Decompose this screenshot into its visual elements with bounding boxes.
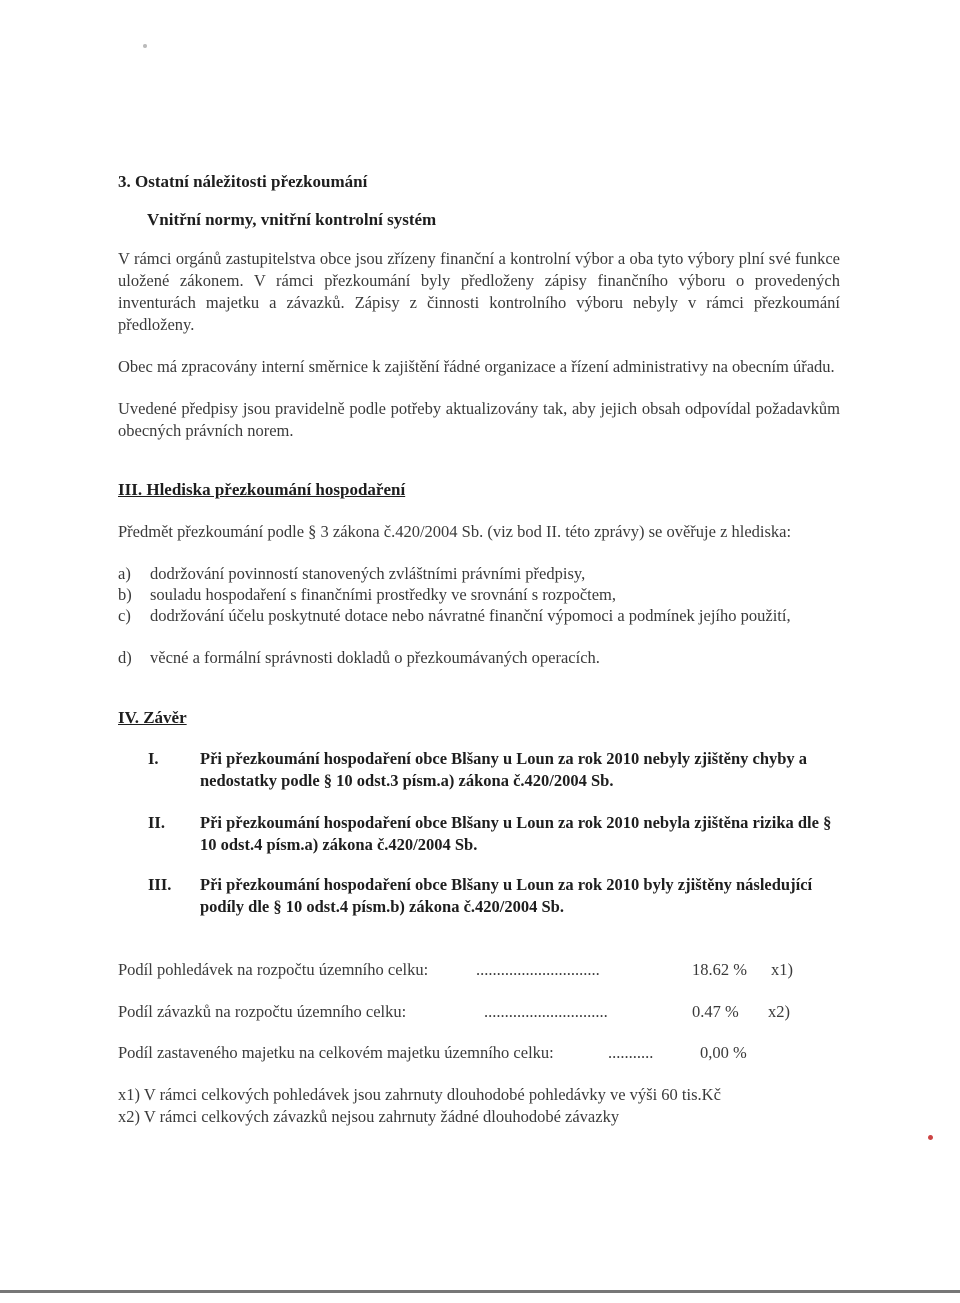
ratio-value: 0,00 % — [700, 1043, 747, 1062]
list-marker: a) — [118, 564, 131, 583]
ratio-value: 0.47 % — [692, 1002, 739, 1021]
conclusion-number: I. — [148, 749, 159, 768]
paragraph-internal-rules: Obec má zpracovány interní směrnice k zajištění řádné organizace a řízení administrativy na obecním úřadu. — [118, 357, 835, 376]
list-marker: c) — [118, 606, 131, 625]
conclusion-text: Při přezkoumání hospodaření obce Blšany u Loun za rok 2010 nebyla zjištěna rizika dle § 10 odst.4 písm.a) zákona č.420/2004 Sb. — [200, 813, 832, 854]
paragraph-regulations-update: Uvedené předpisy jsou pravidelně podle potřeby aktualizovány tak, aby jejich obsah odpovídal požadavkům obecných právních norem. — [118, 399, 840, 440]
ratio-note: x1) — [771, 960, 793, 979]
ratio-label: Podíl zastaveného majetku na celkovém majetku územního celku: — [118, 1043, 554, 1062]
section-iii-heading: III. Hlediska přezkoumání hospodaření — [118, 480, 406, 499]
ratio-leader-dots: .............................. — [484, 1002, 608, 1021]
conclusion-number: II. — [148, 813, 165, 832]
section-iv-heading: IV. Závěr — [118, 708, 187, 727]
scan-speck — [143, 44, 147, 48]
paragraph-committees: V rámci orgánů zastupitelstva obce jsou zřízeny finanční a kontrolní výbor a oba tyto výbory plní své funkce uložené zákonem. V rámci přezkoumání byly předloženy zápisy finančního výboru o provedených inventurách majetku a závazků. Zápisy z činnosti kontrolního výboru nebyly v rámci přezkoumání předloženy. — [118, 249, 840, 334]
ratio-value: 18.62 % — [692, 960, 747, 979]
list-marker: b) — [118, 585, 132, 604]
section-iii-intro: Předmět přezkoumání podle § 3 zákona č.420/2004 Sb. (viz bod II. této zprávy) se ověřuje z hlediska: — [118, 522, 792, 541]
scan-edge-line — [0, 1290, 960, 1293]
ratio-leader-dots: .............................. — [476, 960, 600, 979]
ratio-leader-dots: ........... — [608, 1043, 654, 1062]
scan-speck — [928, 1135, 933, 1140]
conclusion-text: Při přezkoumání hospodaření obce Blšany u Loun za rok 2010 nebyly zjištěny chyby a nedostatky podle § 10 odst.3 písm.a) zákona č.420/2004 Sb. — [200, 749, 808, 790]
ratio-note: x2) — [768, 1002, 790, 1021]
conclusion-text: Při přezkoumání hospodaření obce Blšany u Loun za rok 2010 byly zjištěny následující podíly dle § 10 odst.4 písm.b) zákona č.420/2004 Sb. — [200, 875, 813, 916]
list-text: dodržování účelu poskytnuté dotace nebo návratné finanční výpomoci a podmínek jejího použití, — [150, 606, 791, 625]
list-marker: d) — [118, 648, 132, 667]
section-3-subheading: Vnitřní normy, vnitřní kontrolní systém — [147, 210, 437, 229]
list-text: dodržování povinností stanovených zvláštními právními předpisy, — [150, 564, 586, 583]
conclusion-number: III. — [148, 875, 172, 894]
list-text: věcné a formální správnosti dokladů o přezkoumávaných operacích. — [150, 648, 600, 667]
ratio-label: Podíl pohledávek na rozpočtu územního celku: — [118, 960, 429, 979]
footnote-x2: x2) V rámci celkových závazků nejsou zahrnuty žádné dlouhodobé závazky — [118, 1107, 620, 1126]
ratio-label: Podíl závazků na rozpočtu územního celku: — [118, 1002, 407, 1021]
list-text: souladu hospodaření s finančními prostředky ve srovnání s rozpočtem, — [150, 585, 617, 604]
section-3-heading: 3. Ostatní náležitosti přezkoumání — [118, 172, 368, 191]
footnote-x1: x1) V rámci celkových pohledávek jsou zahrnuty dlouhodobé pohledávky ve výši 60 tis.Kč — [118, 1085, 721, 1104]
